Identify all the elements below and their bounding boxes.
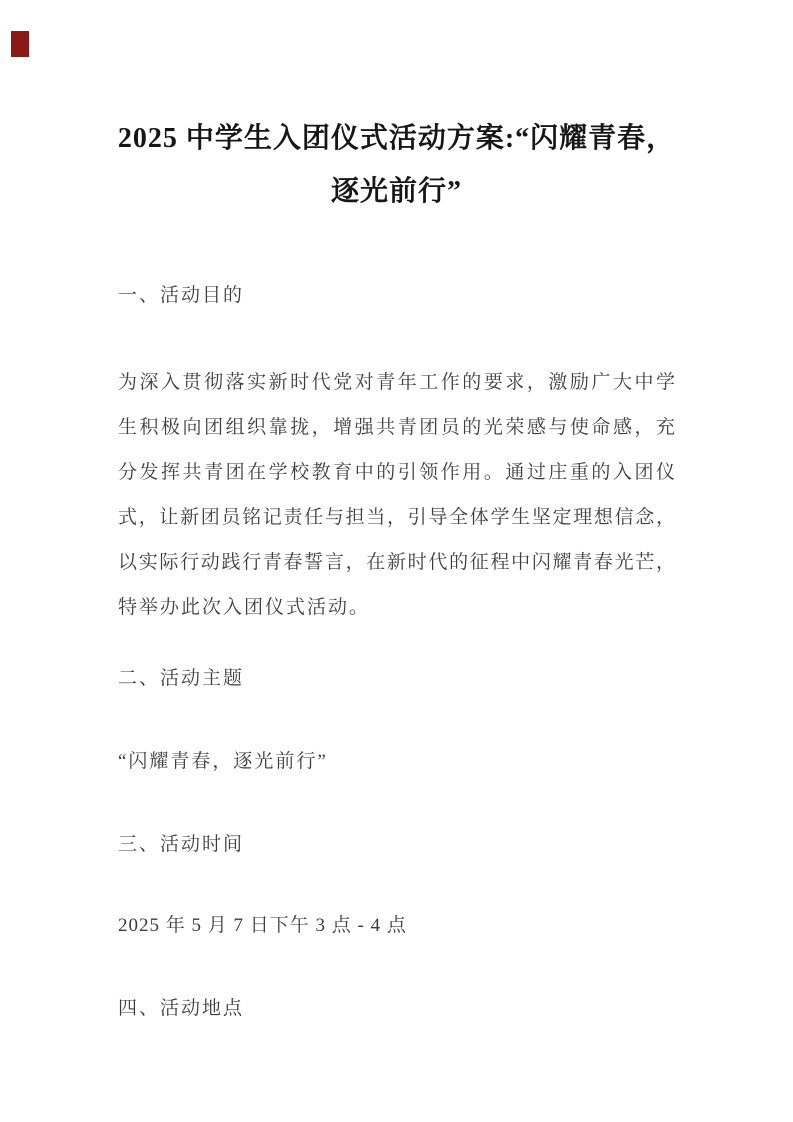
paragraph-line: 生积极向团组织靠拢，增强共青团员的光荣感与使命感，充 <box>118 417 675 438</box>
document-title <box>0 112 793 218</box>
paragraph-line: 特举办此次入团仪式活动。 <box>118 597 371 618</box>
section-heading-purpose: 一、活动目的 <box>118 285 245 306</box>
section-heading-time: 三、活动时间 <box>118 834 245 855</box>
purpose-paragraph <box>118 360 675 630</box>
paragraph-line: 分发挥共青团在学校教育中的引领作用。通过庄重的入团仪 <box>118 462 675 483</box>
section-heading-location: 四、活动地点 <box>118 998 245 1019</box>
theme-text: “闪耀青春，逐光前行” <box>118 751 328 772</box>
document-content <box>118 273 675 1031</box>
paragraph-line: 以实际行动践行青春誓言，在新时代的征程中闪耀青春光芒， <box>118 552 675 573</box>
paragraph-line: 式，让新团员铭记责任与担当，引导全体学生坚定理想信念， <box>118 507 675 528</box>
paragraph-line: 为深入贯彻落实新时代党对青年工作的要求，激励广大中学 <box>118 372 675 393</box>
document-title-line-2: 逐光前行” <box>330 176 462 207</box>
document-title-line-1: 2025 中学生入团仪式活动方案:“闪耀青春， <box>117 123 676 154</box>
section-heading-theme: 二、活动主题 <box>118 668 245 689</box>
time-text: 2025 年 5 月 7 日下午 3 点 - 4 点 <box>118 915 407 936</box>
